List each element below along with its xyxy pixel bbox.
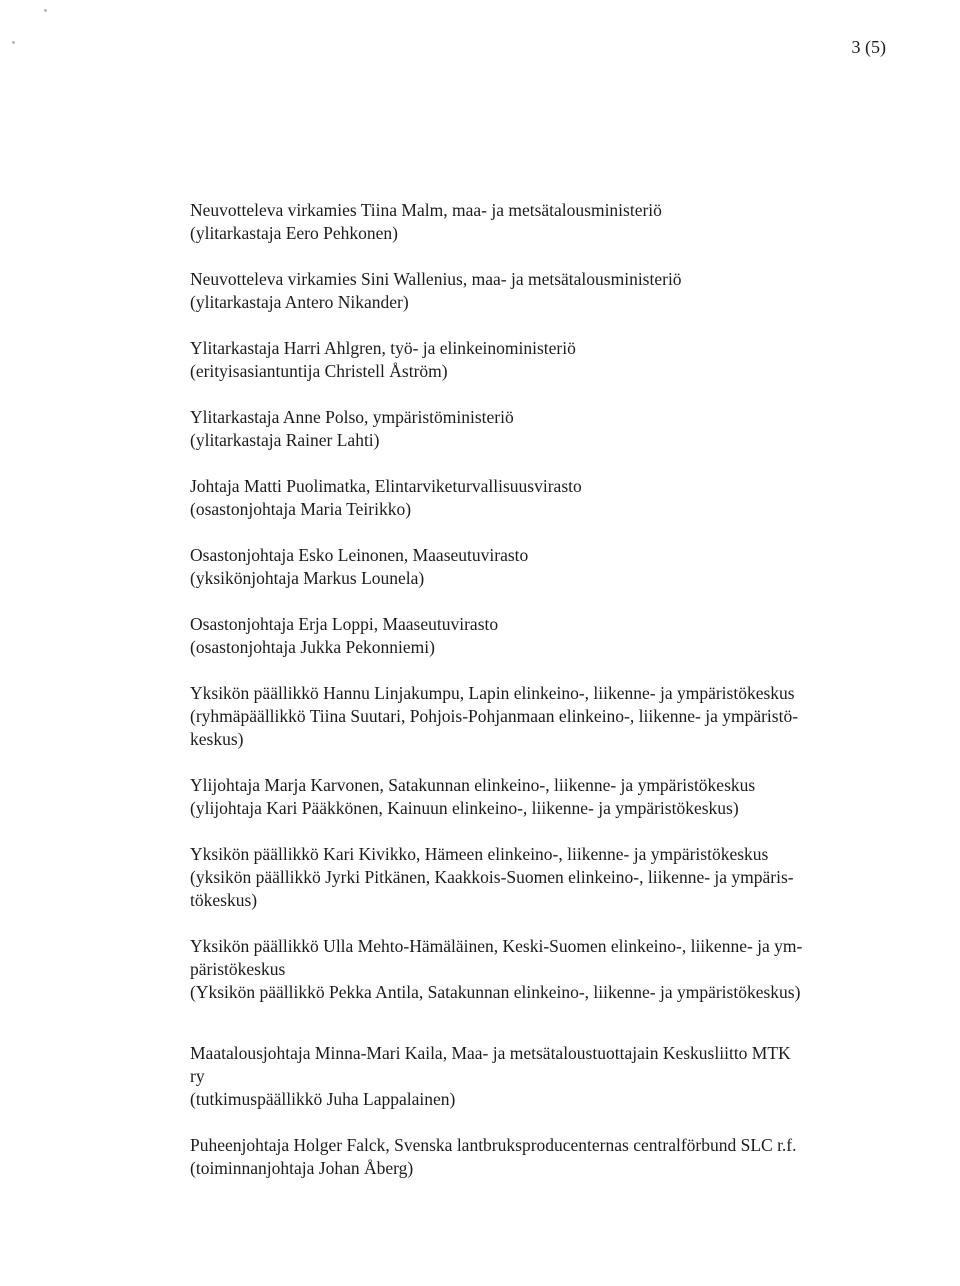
participant-entry (190, 843, 910, 912)
participant-entry (190, 774, 910, 820)
entry-line: tökeskus) (190, 890, 258, 910)
participant-entry (190, 199, 910, 245)
entry-line: (ylitarkastaja Antero Nikander) (190, 292, 409, 312)
participant-entry (190, 1134, 910, 1180)
entry-line: päristökeskus (190, 959, 286, 979)
participant-entry (190, 406, 910, 452)
participant-entry (190, 1042, 910, 1111)
entry-line: Yksikön päällikkö Ulla Mehto-Hämäläinen, Keski-Suomen elinkeino-, liikenne- ja ym- (190, 936, 803, 956)
entry-line: (ylitarkastaja Rainer Lahti) (190, 430, 380, 450)
entry-line: (ylitarkastaja Eero Pehkonen) (190, 223, 398, 243)
entry-line: ry (190, 1066, 205, 1086)
entry-line: (ylijohtaja Kari Pääkkönen, Kainuun elinkeino-, liikenne- ja ympäristökeskus) (190, 798, 739, 818)
entry-line: Ylitarkastaja Harri Ahlgren, työ- ja elinkeinoministeriö (190, 338, 576, 358)
entry-line: Puheenjohtaja Holger Falck, Svenska lantbruksproducenternas centralförbund SLC r.f. (190, 1135, 797, 1155)
entry-line: Yksikön päällikkö Kari Kivikko, Hämeen elinkeino-, liikenne- ja ympäristökeskus (190, 844, 769, 864)
page-number: 3 (5) (851, 37, 886, 57)
participant-entry (190, 337, 910, 383)
entry-line: Johtaja Matti Puolimatka, Elintarviketurvallisuusvirasto (190, 476, 582, 496)
entry-line: (yksikön päällikkö Jyrki Pitkänen, Kaakkois-Suomen elinkeino-, liikenne- ja ympäris- (190, 867, 794, 887)
entry-line: (osastonjohtaja Jukka Pekonniemi) (190, 637, 435, 657)
entry-line: (ryhmäpäällikkö Tiina Suutari, Pohjois-Pohjanmaan elinkeino-, liikenne- ja ympäristö- (190, 706, 799, 726)
scan-speck (12, 41, 15, 44)
entry-line: keskus) (190, 729, 244, 749)
entry-line: (erityisasiantuntija Christell Åström) (190, 361, 448, 381)
participant-entry (190, 613, 910, 659)
entry-line: (tutkimuspäällikkö Juha Lappalainen) (190, 1089, 456, 1109)
entry-line: Ylitarkastaja Anne Polso, ympäristöministeriö (190, 407, 514, 427)
entry-line: Yksikön päällikkö Hannu Linjakumpu, Lapin elinkeino-, liikenne- ja ympäristökeskus (190, 683, 795, 703)
entry-line: Neuvotteleva virkamies Tiina Malm, maa- ja metsätalousministeriö (190, 200, 662, 220)
scan-speck (44, 9, 47, 12)
entry-line: Maatalousjohtaja Minna-Mari Kaila, Maa- ja metsätaloustuottajain Keskusliitto MTK (190, 1043, 791, 1063)
entry-line: (toiminnanjohtaja Johan Åberg) (190, 1158, 414, 1178)
entry-line: Osastonjohtaja Esko Leinonen, Maaseutuvirasto (190, 545, 529, 565)
participant-entry (190, 475, 910, 521)
participant-entry (190, 268, 910, 314)
entry-line: Ylijohtaja Marja Karvonen, Satakunnan elinkeino-, liikenne- ja ympäristökeskus (190, 775, 756, 795)
entry-line: (yksikönjohtaja Markus Lounela) (190, 568, 425, 588)
participant-entry (190, 544, 910, 590)
participant-entry (190, 935, 910, 1004)
entry-line: (osastonjohtaja Maria Teirikko) (190, 499, 412, 519)
entry-line: (Yksikön päällikkö Pekka Antila, Satakunnan elinkeino-, liikenne- ja ympäristökeskus) (190, 982, 801, 1002)
entry-line: Osastonjohtaja Erja Loppi, Maaseutuvirasto (190, 614, 499, 634)
participant-entry (190, 682, 910, 751)
participant-list (190, 199, 910, 1203)
entry-line: Neuvotteleva virkamies Sini Wallenius, maa- ja metsätalousministeriö (190, 269, 682, 289)
